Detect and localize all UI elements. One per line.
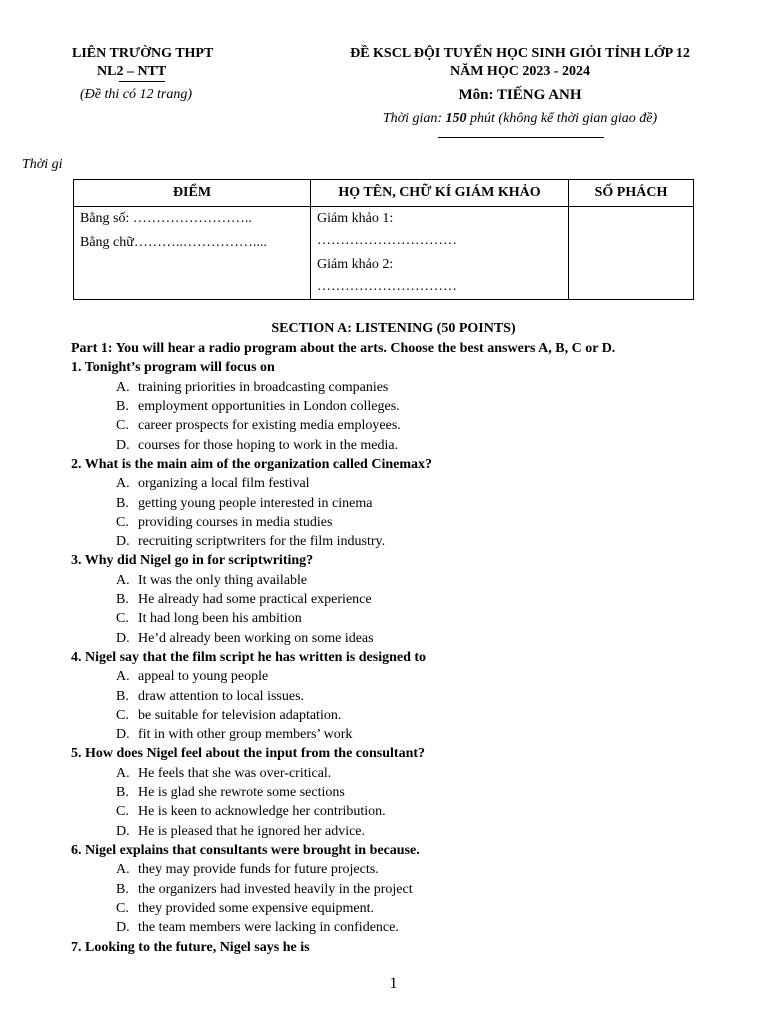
option-text: providing courses in media studies — [138, 515, 333, 530]
option-2d[interactable] — [116, 534, 385, 550]
examiner1-label: Giám khảo 1: — [317, 211, 394, 226]
option-letter: A. — [116, 380, 130, 395]
option-text: draw attention to local issues. — [138, 689, 305, 704]
school-name: LIÊN TRƯỜNG THPT — [72, 46, 214, 61]
question-7: 7. Looking to the future, Nigel says he is — [71, 940, 310, 955]
option-3d[interactable] — [116, 631, 374, 647]
time-value: 150 — [445, 111, 467, 126]
school-year: NĂM HỌC 2023 - 2024 — [450, 64, 590, 79]
option-letter: A. — [116, 862, 130, 877]
option-3b[interactable] — [116, 592, 372, 608]
time-suffix: phút (không kể thời gian giao đề) — [466, 111, 658, 126]
option-text: It was the only thing available — [138, 573, 308, 588]
option-letter: B. — [116, 592, 129, 607]
option-letter: D. — [116, 631, 130, 646]
option-6a[interactable] — [116, 862, 379, 878]
question-2: 2. What is the main aim of the organization called Cinemax? — [71, 457, 433, 472]
option-letter: C. — [116, 515, 129, 530]
option-2c[interactable] — [116, 515, 332, 531]
option-text: courses for those hoping to work in the media. — [138, 438, 399, 453]
option-text: appeal to young people — [138, 669, 269, 684]
code-cell[interactable] — [569, 207, 694, 300]
option-1b[interactable] — [116, 399, 400, 415]
option-letter: B. — [116, 882, 129, 897]
option-letter: B. — [116, 399, 129, 414]
option-2b[interactable] — [116, 496, 372, 512]
option-letter: B. — [116, 689, 129, 704]
score-cell — [74, 207, 311, 300]
option-letter: D. — [116, 534, 130, 549]
option-5d[interactable] — [116, 824, 365, 840]
option-1a[interactable] — [116, 380, 388, 396]
option-text: He is keen to acknowledge her contribution. — [138, 804, 386, 819]
part-instruction: Part 1: You will hear a radio program about the arts. Choose the best answers A, B, C or D. — [71, 341, 616, 356]
exam-time — [330, 111, 710, 127]
option-6b[interactable] — [116, 882, 413, 898]
header-underline — [438, 137, 604, 138]
question-4: 4. Nigel say that the film script he has written is designed to — [71, 650, 427, 665]
option-text: It had long been his ambition — [138, 611, 302, 626]
option-letter: C. — [116, 804, 129, 819]
option-letter: A. — [116, 476, 130, 491]
question-6: 6. Nigel explains that consultants were brought in because. — [71, 843, 420, 858]
option-text: training priorities in broadcasting companies — [138, 380, 389, 395]
option-text: they may provide funds for future projects. — [138, 862, 379, 877]
option-text: employment opportunities in London colleges. — [138, 399, 400, 414]
option-5c[interactable] — [116, 804, 386, 820]
option-4a[interactable] — [116, 669, 268, 685]
option-text: the team members were lacking in confidence. — [138, 920, 399, 935]
option-6c[interactable] — [116, 901, 374, 917]
page-number: 1 — [389, 975, 398, 992]
option-text: the organizers had invested heavily in the project — [138, 882, 413, 897]
examiner2-field[interactable]: ………………………… — [317, 279, 457, 294]
option-text: organizing a local film festival — [138, 476, 310, 491]
score-table — [73, 179, 694, 300]
option-4c[interactable] — [116, 708, 341, 724]
school-code: NL2 – NTT — [97, 64, 167, 79]
page-count-note: (Đề thi có 12 trang) — [80, 87, 192, 102]
option-letter: A. — [116, 766, 130, 781]
option-5b[interactable] — [116, 785, 345, 801]
option-text: they provided some expensive equipment. — [138, 901, 374, 916]
option-letter: C. — [116, 418, 129, 433]
examiner-header: HỌ TÊN, CHỮ KÍ GIÁM KHẢO — [311, 180, 569, 207]
examiner1-field[interactable]: ………………………… — [317, 233, 457, 248]
score-header: ĐIỂM — [74, 180, 311, 207]
examiner2-label: Giám khảo 2: — [317, 257, 394, 272]
subject: Môn: TIẾNG ANH — [458, 87, 582, 103]
option-letter: A. — [116, 573, 130, 588]
score-number-field[interactable]: Bằng số: …………………….. — [80, 211, 252, 226]
option-4b[interactable] — [116, 689, 304, 705]
score-words-field[interactable]: Bằng chữ………..…………….... — [80, 235, 267, 250]
option-letter: D. — [116, 920, 130, 935]
option-3c[interactable] — [116, 611, 302, 627]
option-text: He already had some practical experience — [138, 592, 372, 607]
option-text: recruiting scriptwriters for the film industry. — [138, 534, 386, 549]
option-letter: C. — [116, 611, 129, 626]
code-header: SỐ PHÁCH — [569, 180, 694, 207]
option-text: fit in with other group members’ work — [138, 727, 353, 742]
option-letter: C. — [116, 901, 129, 916]
school-code-underline — [119, 81, 165, 82]
exam-title: ĐỀ KSCL ĐỘI TUYỂN HỌC SINH GIỎI TỈNH LỚP 12 — [350, 46, 690, 61]
option-text: career prospects for existing media employees. — [138, 418, 401, 433]
option-text: He feels that she was over-critical. — [138, 766, 332, 781]
option-letter: D. — [116, 438, 130, 453]
option-text: He’d already been working on some ideas — [138, 631, 374, 646]
time-prefix: Thời gian: — [382, 111, 446, 126]
option-letter: D. — [116, 824, 130, 839]
option-text: He is glad she rewrote some sections — [138, 785, 345, 800]
section-title: SECTION A: LISTENING (50 POINTS) — [271, 321, 516, 336]
option-3a[interactable] — [116, 573, 307, 589]
option-text: getting young people interested in cinema — [138, 496, 373, 511]
examiner-cell — [311, 207, 569, 300]
option-text: He is pleased that he ignored her advice. — [138, 824, 366, 839]
question-1: 1. Tonight’s program will focus on — [71, 360, 275, 375]
option-letter: B. — [116, 496, 129, 511]
option-5a[interactable] — [116, 766, 331, 782]
option-4d[interactable] — [116, 727, 352, 743]
stray-text: Thời gi — [22, 157, 63, 172]
option-letter: B. — [116, 785, 129, 800]
option-letter: C. — [116, 708, 129, 723]
option-6d[interactable] — [116, 920, 399, 936]
question-3: 3. Why did Nigel go in for scriptwriting? — [71, 553, 314, 568]
option-letter: D. — [116, 727, 130, 742]
question-5: 5. How does Nigel feel about the input from the consultant? — [71, 746, 426, 761]
option-text: be suitable for television adaptation. — [138, 708, 342, 723]
option-1d[interactable] — [116, 438, 398, 454]
option-2a[interactable] — [116, 476, 310, 492]
option-1c[interactable] — [116, 418, 401, 434]
option-letter: A. — [116, 669, 130, 684]
